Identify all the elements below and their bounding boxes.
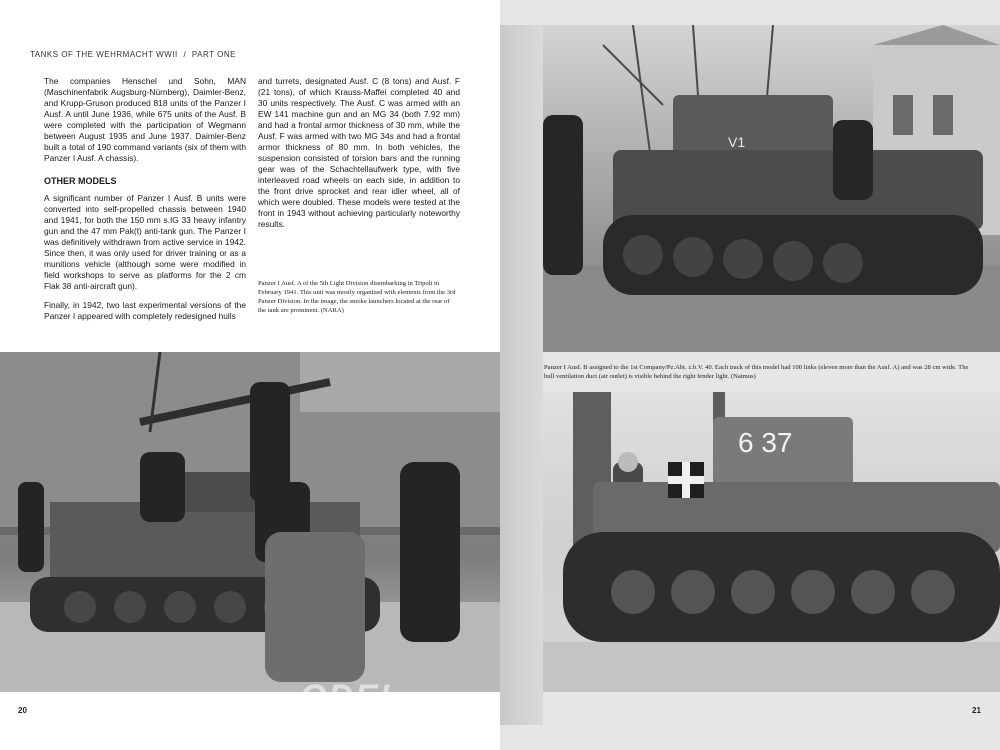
- turret-marking-top: V1: [728, 134, 746, 150]
- paragraph-1: The companies Henschel und Sohn, MAN (Maschinenfabrik Augsburg-Nürnberg), Daimler-Benz, and Krupp-Gruson produced 818 units of the Panzer I Ausf. A until June 1936, while 675 units of the Ausf. B were completed with the participation of Wegmann between August 1935 and June 1937. Daimler-Benz built a total of 190 command variants (six of them with Panzer I Ausf. A chassis).: [44, 76, 246, 163]
- header-series: TANKS OF THE WEHRMACHT WWII: [30, 50, 178, 59]
- header-part: PART ONE: [191, 50, 236, 59]
- paragraph-3: Finally, in 1942, two last experimental versions of the Panzer I appeared with completely redesigned hulls: [44, 300, 246, 321]
- section-title: OTHER MODELS: [44, 176, 117, 186]
- turret-marking-bottom: 6 37: [738, 427, 793, 458]
- header-separator: /: [183, 50, 187, 59]
- paragraph-4: and turrets, designated Ausf. C (8 tons) and Ausf. F (21 tons), of which Krauss-Maffei completed 40 and 30 units respectively. The Ausf. C was armed with an EW 141 machine gun and an MG 34 (both 7.92 mm) and had a frontal armor thickness of 30 mm, while the Ausf. F was armed with two MG 34s and had a frontal armor thickness of 80 mm. In both vehicles, the suspension consisted of torsion bars and the running gear was of the Schachtellaufwerk type, with five interleaved road wheels on each side, in addition to the front drive sprocket and rear idler wheel, all of which were doubled. These models were tested at the front in 1943 without achieving particularly noteworthy results.: [258, 76, 460, 229]
- photo-tank-disembarking: [0, 352, 500, 692]
- photo-tank-ausf-a: [543, 25, 1000, 352]
- photo-tank-ausf-b: [543, 392, 1000, 692]
- page-number-left: 20: [18, 706, 27, 715]
- text-column-1: [44, 76, 246, 330]
- text-column-2: [258, 76, 460, 238]
- caption-left-photo: Panzer I Ausf. A of the 5th Light Division disembarking in Tripoli in February 1941. This unit was mostly organized with elements from the 3rd Panzer Division. In the image, the smoke launchers located at the rear of the tank are prominent. (NARA): [258, 280, 456, 314]
- caption-right-photo: Panzer I Ausf. B assigned to the 1st Company/Pz.Abt. z.b.V. 40. Each track of this model had 100 links (eleven more than the Ausf. A) and was 28 cm wide. The hull ventilation duct (air outlet) is visible behind the right fender light. (Natmus): [544, 364, 969, 380]
- watermark: ODEL: [300, 678, 403, 716]
- cross-insignia-icon: [668, 462, 704, 498]
- paragraph-2: A significant number of Panzer I Ausf. B units were converted into self-propelled chassis between 1940 and 1941, for both the 150 mm s.IG 33 heavy infantry gun and the 47 mm Pak(t) anti-tank gun. The Panzer I was definitively withdrawn from active service in 1942. Since then, it was only used for driver training or as a munitions vehicle (although some were modified in field workshops to serve as platforms for the 2 cm Flak 38 anti-aircraft gun).: [44, 193, 246, 291]
- page-number-right: 21: [972, 706, 981, 715]
- running-header: [30, 50, 236, 59]
